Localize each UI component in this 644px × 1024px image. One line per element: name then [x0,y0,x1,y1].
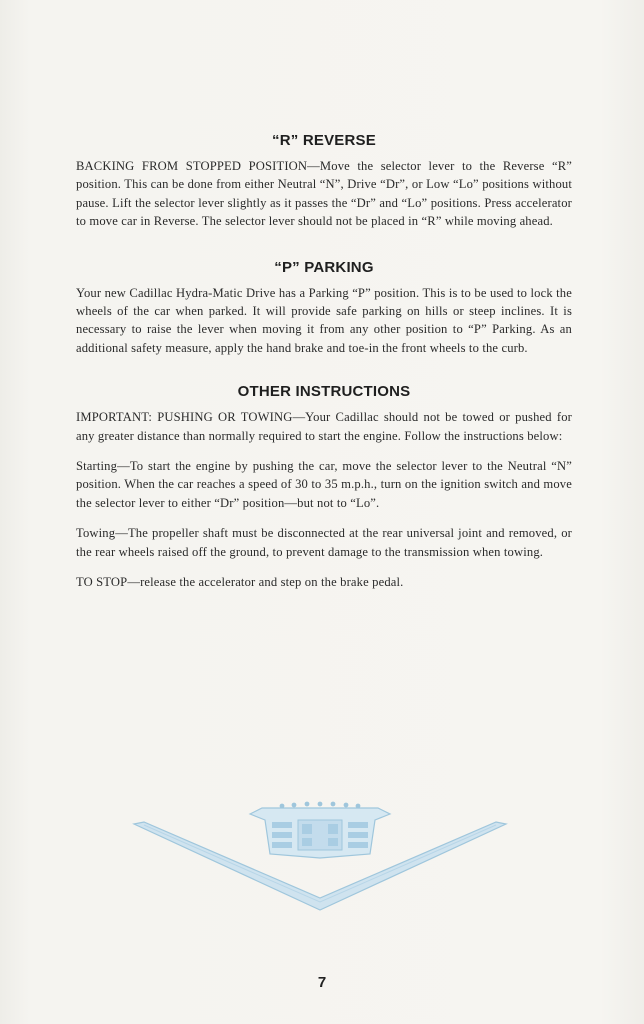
section-heading: “P” PARKING [274,258,374,276]
paragraph: IMPORTANT: PUSHING OR TOWING—Your Cadillac should not be towed or pushed for any greater distance than normally required to start the engine. Follow the instructions below: [76,410,572,443]
paragraph: BACKING FROM STOPPED POSITION—Move the selector lever to the Reverse “R” position. This can be done from either Neutral “N”, Drive “Dr”, or Low “Lo” positions without pause. Lift the selector lever slightly as it passes the “Dr” and “Lo” positions. Press accelerator to move car in Reverse. The selector lever should not be placed in “R” while moving ahead. [76,159,572,229]
page-content [76,132,572,620]
paragraph: Your new Cadillac Hydra-Matic Drive has a Parking “P” position. This is to be used to lock the wheels of the car when parked. It will provide safe parking on hills or steep inclines. It is necessary to raise the lever when moving it from any other position to “P” Parking. As an additional safety measure, apply the hand brake and toe-in the front wheels to the curb. [76,285,572,355]
paragraph: Towing—The propeller shaft must be disconnected at the rear universal joint and removed, or the rear wheels raised off the ground, to prevent damage to the transmission when towing. [76,526,572,559]
section-reverse [76,132,572,231]
paragraph: TO STOP—release the accelerator and step on the brake pedal. [76,575,404,590]
page-number: 7 [317,974,327,991]
section-parking [76,259,572,358]
cadillac-crest-v-emblem-icon [130,798,510,914]
paragraph: Starting—To start the engine by pushing the car, move the selector lever to the Neutral “N” position. When the car reaches a speed of 30 to 35 m.p.h., turn on the ignition switch and move the selector lever to either “Dr” position—but not to “Lo”. [76,459,572,510]
section-other-instructions [76,383,572,591]
section-heading: OTHER INSTRUCTIONS [237,383,411,401]
section-heading: “R” REVERSE [272,132,376,149]
